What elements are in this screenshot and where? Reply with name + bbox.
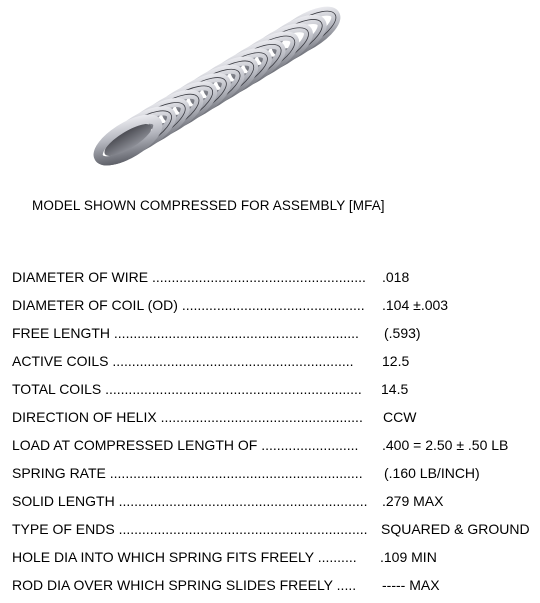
spec-label: SOLID LENGTH ................................................................ (12, 493, 368, 509)
spec-label: ACTIVE COILS .............................................................. (12, 353, 354, 369)
spec-value: CCW (383, 409, 417, 425)
spec-label: TYPE OF ENDS ................................................................ (12, 521, 368, 537)
spec-value: SQUARED & GROUND (381, 521, 530, 537)
spec-label: TOTAL COILS .................................................................. (12, 381, 362, 397)
figure-caption: MODEL SHOWN COMPRESSED FOR ASSEMBLY [MFA] (32, 198, 385, 213)
spec-value: (.160 LB/INCH) (384, 465, 480, 481)
spec-value: .104 ±.003 (382, 297, 449, 313)
spec-value: 12.5 (382, 353, 410, 369)
spec-label: FREE LENGTH ............................................................... (12, 325, 359, 341)
spec-label: DIAMETER OF WIRE ....................................................... (12, 269, 366, 285)
spec-label: ROD DIA OVER WHICH SPRING SLIDES FREELY ..... (12, 577, 357, 593)
spec-label: HOLE DIA INTO WHICH SPRING FITS FREELY .......... (12, 549, 357, 565)
spec-value: .400 = 2.50 ± .50 LB (382, 437, 509, 453)
spec-label: SPRING RATE ................................................................. (12, 465, 363, 481)
compression-spring-illustration (92, 2, 352, 182)
spec-label: DIRECTION OF HELIX .................................................... (12, 409, 363, 425)
spec-value: .279 MAX (382, 493, 444, 509)
spec-label: DIAMETER OF COIL (OD) ............................................... (12, 297, 365, 313)
spring-coils (92, 3, 342, 169)
spec-value: .018 (382, 269, 410, 285)
spec-value: ----- MAX (382, 577, 440, 593)
spec-value: 14.5 (381, 381, 409, 397)
spec-label: LOAD AT COMPRESSED LENGTH OF ......................... (12, 437, 359, 453)
spec-value: (.593) (384, 325, 421, 341)
spec-value: .109 MIN (380, 549, 437, 565)
